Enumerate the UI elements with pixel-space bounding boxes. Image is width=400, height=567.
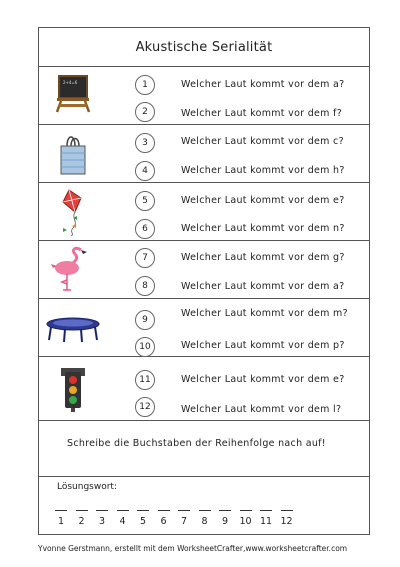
solution-blank[interactable] [55, 510, 67, 511]
trampoline-picture [45, 302, 101, 352]
solution-blank-number: 9 [221, 516, 229, 527]
question-number: 5 [135, 191, 155, 211]
solution-section [39, 476, 369, 536]
chalkboard-picture [45, 70, 101, 120]
instruction-text: Schreibe die Buchstaben der Reihenfolge nach auf! [67, 438, 326, 449]
question-group-4 [39, 240, 369, 299]
solution-blank-number: 12 [280, 516, 293, 527]
question-text: Welcher Laut kommt vor dem e? [181, 195, 345, 206]
footer-credit: Yvonne Gerstmann, erstellt mit dem WorksheetCrafter,www.worksheetcrafter.com [38, 544, 348, 553]
solution-blank-number: 8 [201, 516, 208, 527]
flamingo-picture [45, 244, 101, 294]
instruction-row [39, 420, 369, 477]
question-text: Welcher Laut kommt vor dem e? [181, 374, 345, 385]
solution-blank[interactable] [199, 510, 211, 511]
worksheet [38, 27, 370, 535]
question-number: 3 [135, 133, 155, 153]
solution-blank-number: 4 [119, 516, 126, 527]
question-text: Welcher Laut kommt vor dem a? [181, 79, 345, 90]
question-text: Welcher Laut kommt vor dem f? [181, 108, 343, 119]
question-text: Welcher Laut kommt vor dem n? [181, 223, 345, 234]
solution-blank[interactable] [240, 510, 252, 511]
solution-blank-number: 7 [180, 516, 188, 527]
question-number: 2 [135, 102, 155, 122]
question-text: Welcher Laut kommt vor dem p? [181, 340, 345, 351]
question-number: 12 [135, 397, 155, 417]
solution-blank[interactable] [219, 510, 231, 511]
bag-picture [45, 128, 101, 178]
question-text: Welcher Laut kommt vor dem m? [181, 308, 348, 319]
question-group-3 [39, 182, 369, 241]
question-text: Welcher Laut kommt vor dem c? [181, 136, 344, 147]
question-text: Welcher Laut kommt vor dem a? [181, 281, 345, 292]
question-text: Welcher Laut kommt vor dem g? [181, 252, 345, 263]
solution-blank[interactable] [260, 510, 272, 511]
question-number: 8 [135, 276, 155, 296]
solution-blank-number: 2 [78, 516, 85, 527]
question-number: 11 [135, 370, 155, 390]
question-number: 9 [135, 310, 155, 330]
question-number: 1 [135, 75, 155, 95]
solution-blank-number: 6 [160, 516, 167, 527]
question-group-2 [39, 124, 369, 183]
question-group-1 [39, 66, 369, 125]
question-text: Welcher Laut kommt vor dem h? [181, 165, 345, 176]
traffic-light-picture [45, 362, 101, 412]
question-number: 4 [135, 161, 155, 181]
solution-blank[interactable] [137, 510, 149, 511]
question-text: Welcher Laut kommt vor dem l? [181, 404, 342, 415]
solution-blank[interactable] [158, 510, 170, 511]
question-group-5 [39, 298, 369, 357]
solution-blank[interactable] [76, 510, 88, 511]
solution-blank-number: 5 [139, 516, 147, 527]
question-group-6 [39, 356, 369, 421]
solution-blank-number: 3 [98, 516, 106, 527]
question-number: 10 [135, 337, 155, 357]
solution-blank[interactable] [96, 510, 108, 511]
solution-blank-number: 1 [57, 516, 65, 527]
solution-blank-number: 11 [259, 516, 273, 527]
kite-picture [45, 186, 101, 236]
solution-blank-number: 10 [239, 516, 252, 527]
solution-blank[interactable] [178, 510, 190, 511]
solution-label: Lösungswort: [57, 482, 117, 492]
question-number: 7 [135, 248, 155, 268]
svg-text:2+4=6: 2+4=6 [63, 80, 78, 85]
solution-blank[interactable] [281, 510, 293, 511]
worksheet-title: Akustische Serialität [39, 28, 369, 67]
solution-blank[interactable] [117, 510, 129, 511]
question-number: 6 [135, 219, 155, 239]
